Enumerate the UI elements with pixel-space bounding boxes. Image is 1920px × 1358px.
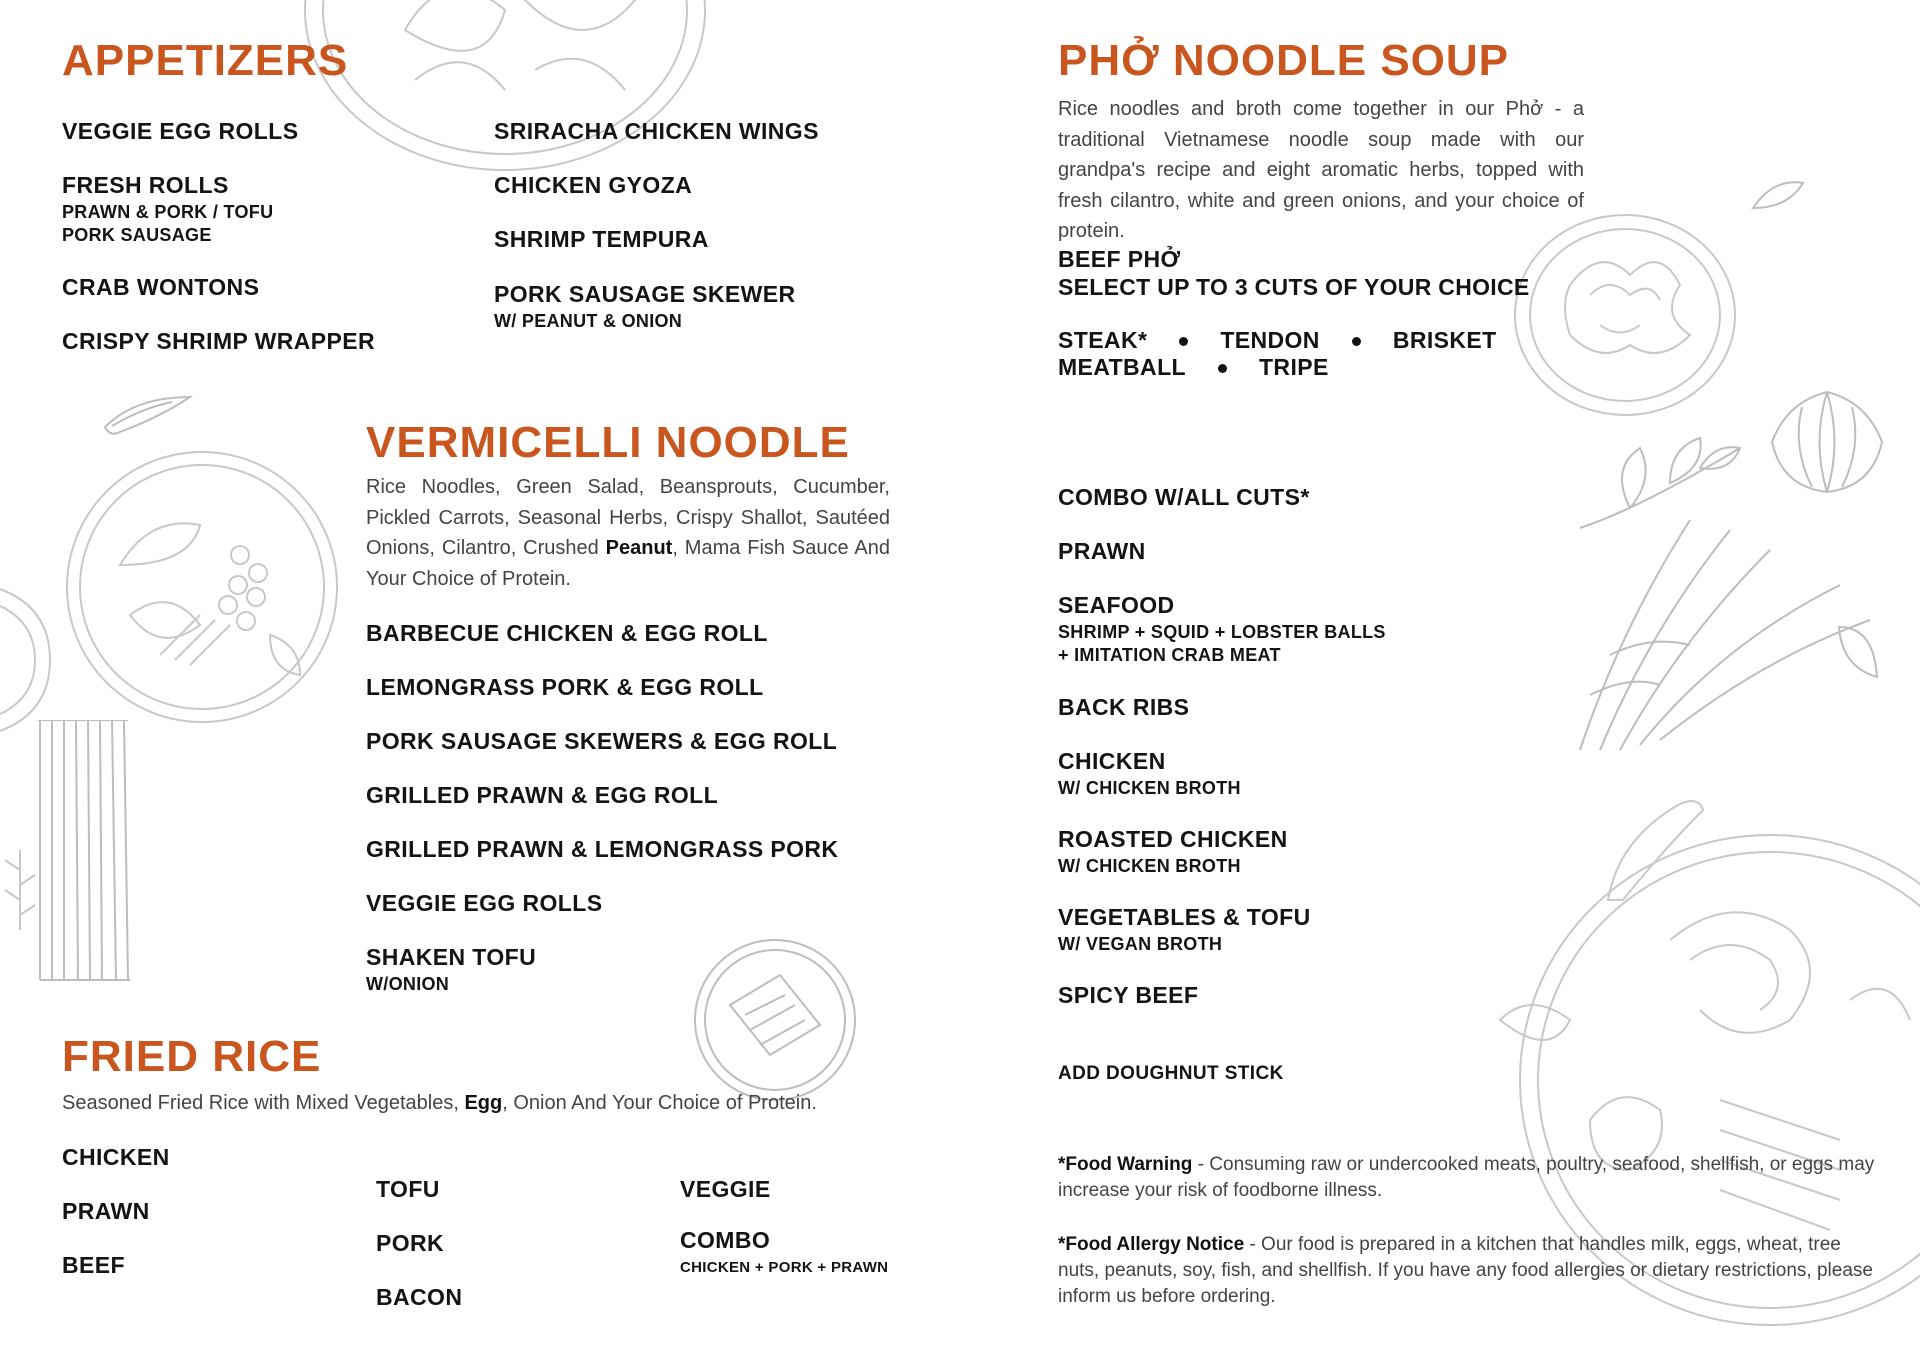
fried-rice-chicken: CHICKEN (62, 1144, 170, 1170)
bullet-icon (1179, 337, 1188, 346)
pork-sausage-skewer-detail: W/ PEANUT & ONION (494, 311, 683, 331)
pho-roasted-chicken: ROASTED CHICKEN W/ CHICKEN BROTH (1058, 826, 1288, 876)
leaf-small-sketch-icon (1834, 622, 1880, 682)
tofu-plate-sketch-icon (690, 935, 860, 1105)
pho-combo-all-cuts: COMBO W/ALL CUTS* (1058, 484, 1310, 510)
fried-rice-veggie: VEGGIE (680, 1176, 771, 1202)
fried-rice-pork: PORK (376, 1230, 445, 1256)
pho-heading: PHỞ NOODLE SOUP (1058, 36, 1510, 85)
garlic-sketch-icon (1762, 382, 1892, 497)
appetizer-pork-sausage-skewer: PORK SAUSAGE SKEWER W/ PEANUT & ONION (494, 281, 796, 331)
cut-meatball: MEATBALL (1058, 354, 1186, 380)
appetizer-sriracha-chicken-wings: SRIRACHA CHICKEN WINGS (494, 118, 819, 144)
chicken-broth-detail: W/ CHICKEN BROTH (1058, 778, 1241, 798)
beef-pho-cuts-row-1 (1058, 327, 1497, 354)
food-allergy-notice: *Food Allergy Notice - Our food is prepared in a kitchen that handles milk, eggs, wheat, tree nuts, peanuts, soy, fish, and shellfish. If you have any food allergies or dietary restrictions, please inform us before ordering. (1058, 1234, 1873, 1307)
beef-pho-cuts-row-2 (1058, 354, 1329, 381)
fried-rice-description: Seasoned Fried Rice with Mixed Vegetables, Egg, Onion And Your Choice of Protein. (62, 1092, 817, 1114)
seafood-detail-2: + IMITATION CRAB MEAT (1058, 645, 1281, 665)
pho-seafood: SEAFOOD SHRIMP + SQUID + LOBSTER BALLS + IMITATION CRAB MEAT (1058, 592, 1386, 665)
appetizer-fresh-rolls: FRESH ROLLS PRAWN & PORK / TOFU PORK SAUSAGE (62, 172, 274, 245)
appetizer-crispy-shrimp-wrapper: CRISPY SHRIMP WRAPPER (62, 328, 375, 354)
pho-addon-doughnut-stick: ADD DOUGHNUT STICK (1058, 1063, 1284, 1084)
fried-rice-heading: FRIED RICE (62, 1032, 322, 1081)
pho-vegetables-tofu: VEGETABLES & TOFU W/ VEGAN BROTH (1058, 904, 1311, 954)
fried-rice-prawn: PRAWN (62, 1198, 150, 1224)
appetizer-crab-wontons: CRAB WONTONS (62, 274, 260, 300)
vermicelli-item-grilled-prawn-lemongrass: GRILLED PRAWN & LEMONGRASS PORK (366, 836, 839, 862)
dumpling-bowl-sketch-icon (295, 0, 715, 180)
bullet-icon (1352, 337, 1361, 346)
fresh-rolls-detail-1: PRAWN & PORK / TOFU (62, 202, 274, 222)
vermicelli-bowl-sketch-icon (60, 445, 345, 730)
leaf-sketch-icon (1748, 178, 1808, 218)
vermicelli-description: Rice Noodles, Green Salad, Beansprouts, Cucumber, Pickled Carrots, Seasonal Herbs, Crispy Shallot, Sautéed Onions, Cilantro, Crushed Peanut, Mama Fish Sauce And Your Choice of Protein. (366, 476, 890, 590)
appetizer-shrimp-tempura: SHRIMP TEMPURA (494, 226, 709, 252)
fried-rice-beef: BEEF (62, 1252, 125, 1278)
vermicelli-item-veggie-egg-rolls: VEGGIE EGG ROLLS (366, 890, 603, 916)
fried-rice-tofu: TOFU (376, 1176, 440, 1202)
pho-spicy-beef: SPICY BEEF (1058, 982, 1199, 1008)
vermicelli-item-grilled-prawn-egg-roll: GRILLED PRAWN & EGG ROLL (366, 782, 719, 808)
fried-rice-combo: COMBO CHICKEN + PORK + PRAWN (680, 1227, 888, 1279)
vermicelli-item-lemongrass-pork: LEMONGRASS PORK & EGG ROLL (366, 674, 764, 700)
chili-pepper-sketch-icon (100, 392, 195, 442)
vermicelli-item-barbecue-chicken: BARBECUE CHICKEN & EGG ROLL (366, 620, 768, 646)
vegan-broth-detail: W/ VEGAN BROTH (1058, 934, 1223, 954)
seafood-detail-1: SHRIMP + SQUID + LOBSTER BALLS (1058, 622, 1386, 642)
fried-rice-bacon: BACON (376, 1284, 463, 1310)
food-warning-notice: *Food Warning - Consuming raw or undercooked meats, poultry, seafood, shellfish, or eggs may increase your risk of foodborne illness. (1058, 1154, 1875, 1201)
appetizer-veggie-egg-rolls: VEGGIE EGG ROLLS (62, 118, 299, 144)
fresh-rolls-detail-2: PORK SAUSAGE (62, 225, 212, 245)
vermicelli-heading: VERMICELLI NOODLE (366, 418, 850, 467)
cut-tripe: TRIPE (1258, 354, 1329, 380)
chopsticks-noodles-sketch-icon (30, 720, 160, 990)
appetizer-chicken-gyoza: CHICKEN GYOZA (494, 172, 693, 198)
vermicelli-item-shaken-tofu: SHAKEN TOFU W/ONION (366, 944, 537, 994)
herb-sprig-sketch-icon (0, 850, 40, 930)
bullet-icon (1218, 364, 1227, 373)
roasted-chicken-broth-detail: W/ CHICKEN BROTH (1058, 856, 1241, 876)
shaken-tofu-detail: W/ONION (366, 974, 450, 994)
pho-back-ribs: BACK RIBS (1058, 694, 1190, 720)
pho-chicken: CHICKEN W/ CHICKEN BROTH (1058, 748, 1241, 798)
beef-pho-select-note: SELECT UP TO 3 CUTS OF YOUR CHOICE (1058, 274, 1530, 300)
appetizers-heading: APPETIZERS (62, 36, 349, 85)
fried-rice-combo-detail: CHICKEN + PORK + PRAWN (680, 1259, 889, 1276)
pho-beef-pho: BEEF PHỞ SELECT UP TO 3 CUTS OF YOUR CHOICE (1058, 246, 1530, 300)
pho-description: Rice noodles and broth come together in our Phở - a traditional Vietnamese noodle soup made with our grandpa's recipe and eight aromatic herbs, topped with fresh cilantro, white and green onions, and your choice of protein. (1058, 98, 1584, 242)
cut-brisket: BRISKET (1392, 327, 1497, 353)
vermicelli-item-pork-sausage-skewers: PORK SAUSAGE SKEWERS & EGG ROLL (366, 728, 838, 754)
cut-steak: STEAK* (1058, 327, 1148, 353)
pho-prawn: PRAWN (1058, 538, 1146, 564)
cut-tendon: TENDON (1220, 327, 1320, 353)
